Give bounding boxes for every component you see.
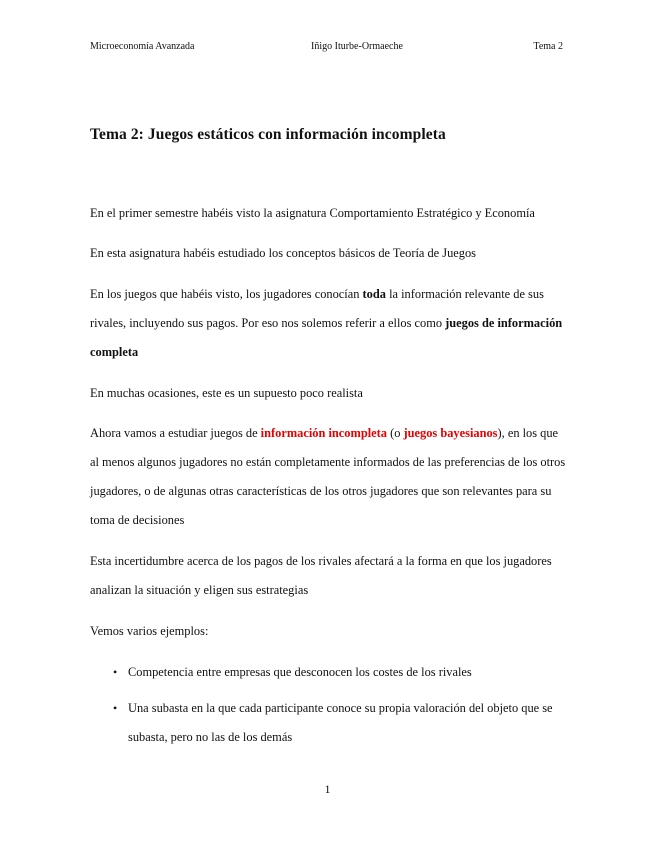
header-author: Iñigo Iturbe-Ormaeche [311, 41, 403, 52]
paragraph-basic-concepts: En esta asignatura habéis estudiado los conceptos básicos de Teoría de Juegos [90, 246, 477, 260]
p3-term-complete-information: juegos de información completa [90, 316, 563, 359]
p5-text-e: ), en los que al menos algunos jugadores no están completamente informados de las preferencias de los otros jugadores, o de algunas otras características de los otros jugadores que son relevantes para su toma de decisiones [90, 426, 566, 527]
p5-term-incomplete-information: información incompleta [260, 426, 387, 440]
paragraph-unrealistic: En muchas ocasiones, este es un supuesto poco realista [90, 386, 363, 400]
list-item [90, 658, 568, 687]
examples-list [90, 658, 568, 759]
list-item [90, 694, 568, 752]
p5-term-bayesian-games: juegos bayesianos [403, 426, 498, 440]
p3-text-a: En los juegos que habéis visto, los jugadores conocían [90, 287, 363, 301]
bullet-dot-icon: • [113, 701, 118, 715]
header-topic: Tema 2 [533, 41, 563, 52]
header-course-name: Microeconomía Avanzada [90, 41, 195, 52]
p5-text-a: Ahora vamos a estudiar juegos de [90, 426, 261, 440]
p3-emphasis-toda: toda [362, 287, 386, 301]
p5-text-c: (o [386, 426, 404, 440]
paragraph-examples-intro: Vemos varios ejemplos: [90, 624, 209, 638]
paragraph-first-semester: En el primer semestre habéis visto la asignatura Comportamiento Estratégico y Economía [90, 206, 535, 220]
list-item-text: Una subasta en la que cada participante conoce su propia valoración del objeto que se subasta, pero no las de los demás [128, 701, 553, 744]
list-item-text: Competencia entre empresas que desconocen los costes de los rivales [128, 665, 472, 679]
document-title: Tema 2: Juegos estáticos con información incompleta [90, 126, 446, 143]
page-number: 1 [324, 782, 331, 796]
page-header [90, 40, 563, 54]
bullet-dot-icon: • [113, 665, 118, 679]
paragraph-complete-information [90, 280, 568, 367]
paragraph-uncertainty: Esta incertidumbre acerca de los pagos de los rivales afectará a la forma en que los jugadores analizan la situación y eligen sus estrategias [90, 554, 552, 597]
paragraph-incomplete-information [90, 419, 568, 535]
p3-text-c: la información relevante de sus rivales, incluyendo sus pagos. Por eso nos solemos referir a ellos como [90, 287, 544, 330]
